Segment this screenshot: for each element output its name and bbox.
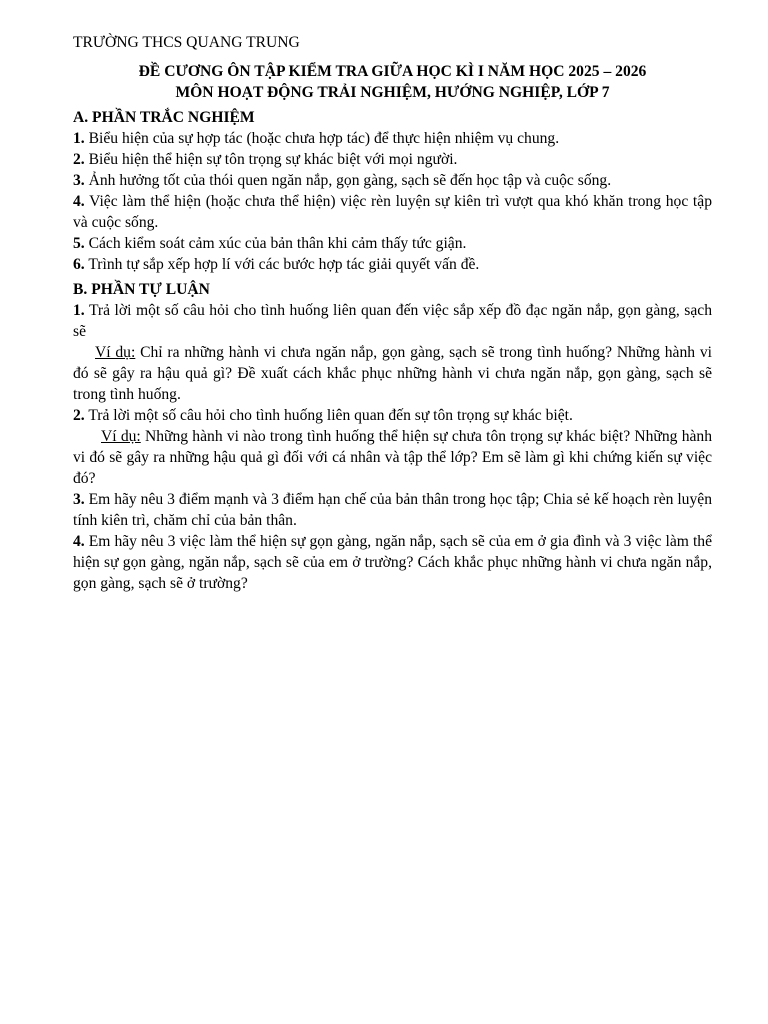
- item-text: Trình tự sắp xếp hợp lí với các bước hợp tác giải quyết vấn đề.: [84, 256, 480, 273]
- item-number: 6.: [73, 256, 85, 273]
- title-line-2: MÔN HOẠT ĐỘNG TRẢI NGHIỆM, HƯỚNG NGHIỆP, LỚP 7: [175, 84, 610, 101]
- item-text: Biểu hiện thể hiện sự tôn trọng sự khác biệt với mọi người.: [84, 151, 458, 168]
- section-a-item-2: [73, 149, 712, 170]
- section-b-item-2: [73, 405, 712, 426]
- item-number: 4.: [73, 533, 85, 550]
- item-number: 3.: [73, 491, 85, 508]
- section-a-item-5: [73, 233, 712, 254]
- example-text: Những hành vi nào trong tình huống thể hiện sự chưa tôn trọng sự khác biệt? Những hành vi đó sẽ gây ra những hậu quả gì đối với cá nhân và tập thể lớp? Em sẽ làm gì khi chứng kiến sự việc đó?: [73, 428, 713, 487]
- item-number: 1.: [73, 130, 85, 147]
- section-a-item-1: [73, 128, 712, 149]
- section-b-heading: B. PHẦN TỰ LUẬN: [73, 281, 210, 298]
- section-b-item-1: [73, 300, 712, 342]
- document-title: [73, 61, 712, 103]
- section-a-heading: A. PHẦN TRẮC NGHIỆM: [73, 109, 255, 126]
- example-text: Chỉ ra những hành vi chưa ngăn nắp, gọn gàng, sạch sẽ trong tình huống? Những hành vi đó sẽ gây ra hậu quả gì? Đề xuất cách khắc phục những hành vi chưa ngăn nắp, gọn gàng, sạch sẽ trong tình huống.: [73, 344, 712, 403]
- item-number: 2.: [73, 151, 85, 168]
- section-b-item-2-example: [73, 426, 712, 489]
- item-number: 4.: [73, 193, 85, 210]
- item-number: 5.: [73, 235, 85, 252]
- item-number: 1.: [73, 302, 85, 319]
- school-name: TRƯỜNG THCS QUANG TRUNG: [73, 34, 300, 51]
- item-text: Cách kiểm soát cảm xúc của bản thân khi cảm thấy tức giận.: [84, 235, 467, 252]
- item-number: 2.: [73, 407, 85, 424]
- example-label: Ví dụ:: [95, 344, 136, 361]
- item-text: Việc làm thể hiện (hoặc chưa thể hiện) việc rèn luyện sự kiên trì vượt qua khó khăn trong học tập và cuộc sống.: [73, 193, 712, 231]
- section-b-item-1-example: [73, 342, 712, 405]
- item-text: Em hãy nêu 3 việc làm thể hiện sự gọn gàng, ngăn nắp, sạch sẽ của em ở gia đình và 3 việc làm thể hiện sự gọn gàng, ngăn nắp, sạch sẽ của em ở trường? Cách khắc phục những hành vi chưa ngăn nắp, gọn gàng, sạch sẽ ở trường?: [73, 533, 712, 592]
- section-b-item-4: [73, 531, 712, 594]
- section-a-item-3: [73, 170, 712, 191]
- item-text: Em hãy nêu 3 điểm mạnh và 3 điểm hạn chế của bản thân trong học tập; Chia sẻ kế hoạch rèn luyện tính kiên trì, chăm chỉ của bản thân.: [73, 491, 712, 529]
- item-text: Biểu hiện của sự hợp tác (hoặc chưa hợp tác) để thực hiện nhiệm vụ chung.: [84, 130, 560, 147]
- item-text: Trả lời một số câu hỏi cho tình huống liên quan đến sự tôn trọng sự khác biệt.: [84, 407, 573, 424]
- item-text: Ảnh hưởng tốt của thói quen ngăn nắp, gọn gàng, sạch sẽ đến học tập và cuộc sống.: [84, 172, 612, 189]
- title-line-1: ĐỀ CƯƠNG ÔN TẬP KIỂM TRA GIỮA HỌC KÌ I NĂM HỌC 2025 – 2026: [138, 63, 647, 80]
- item-number: 3.: [73, 172, 85, 189]
- section-a-item-6: [73, 254, 712, 275]
- section-a-item-4: [73, 191, 712, 233]
- section-b-item-3: [73, 489, 712, 531]
- item-text: Trả lời một số câu hỏi cho tình huống liên quan đến việc sắp xếp đồ đạc ngăn nắp, gọn gàng, sạch sẽ: [73, 302, 712, 340]
- example-label: Ví dụ:: [101, 428, 141, 445]
- document-page: [73, 32, 712, 594]
